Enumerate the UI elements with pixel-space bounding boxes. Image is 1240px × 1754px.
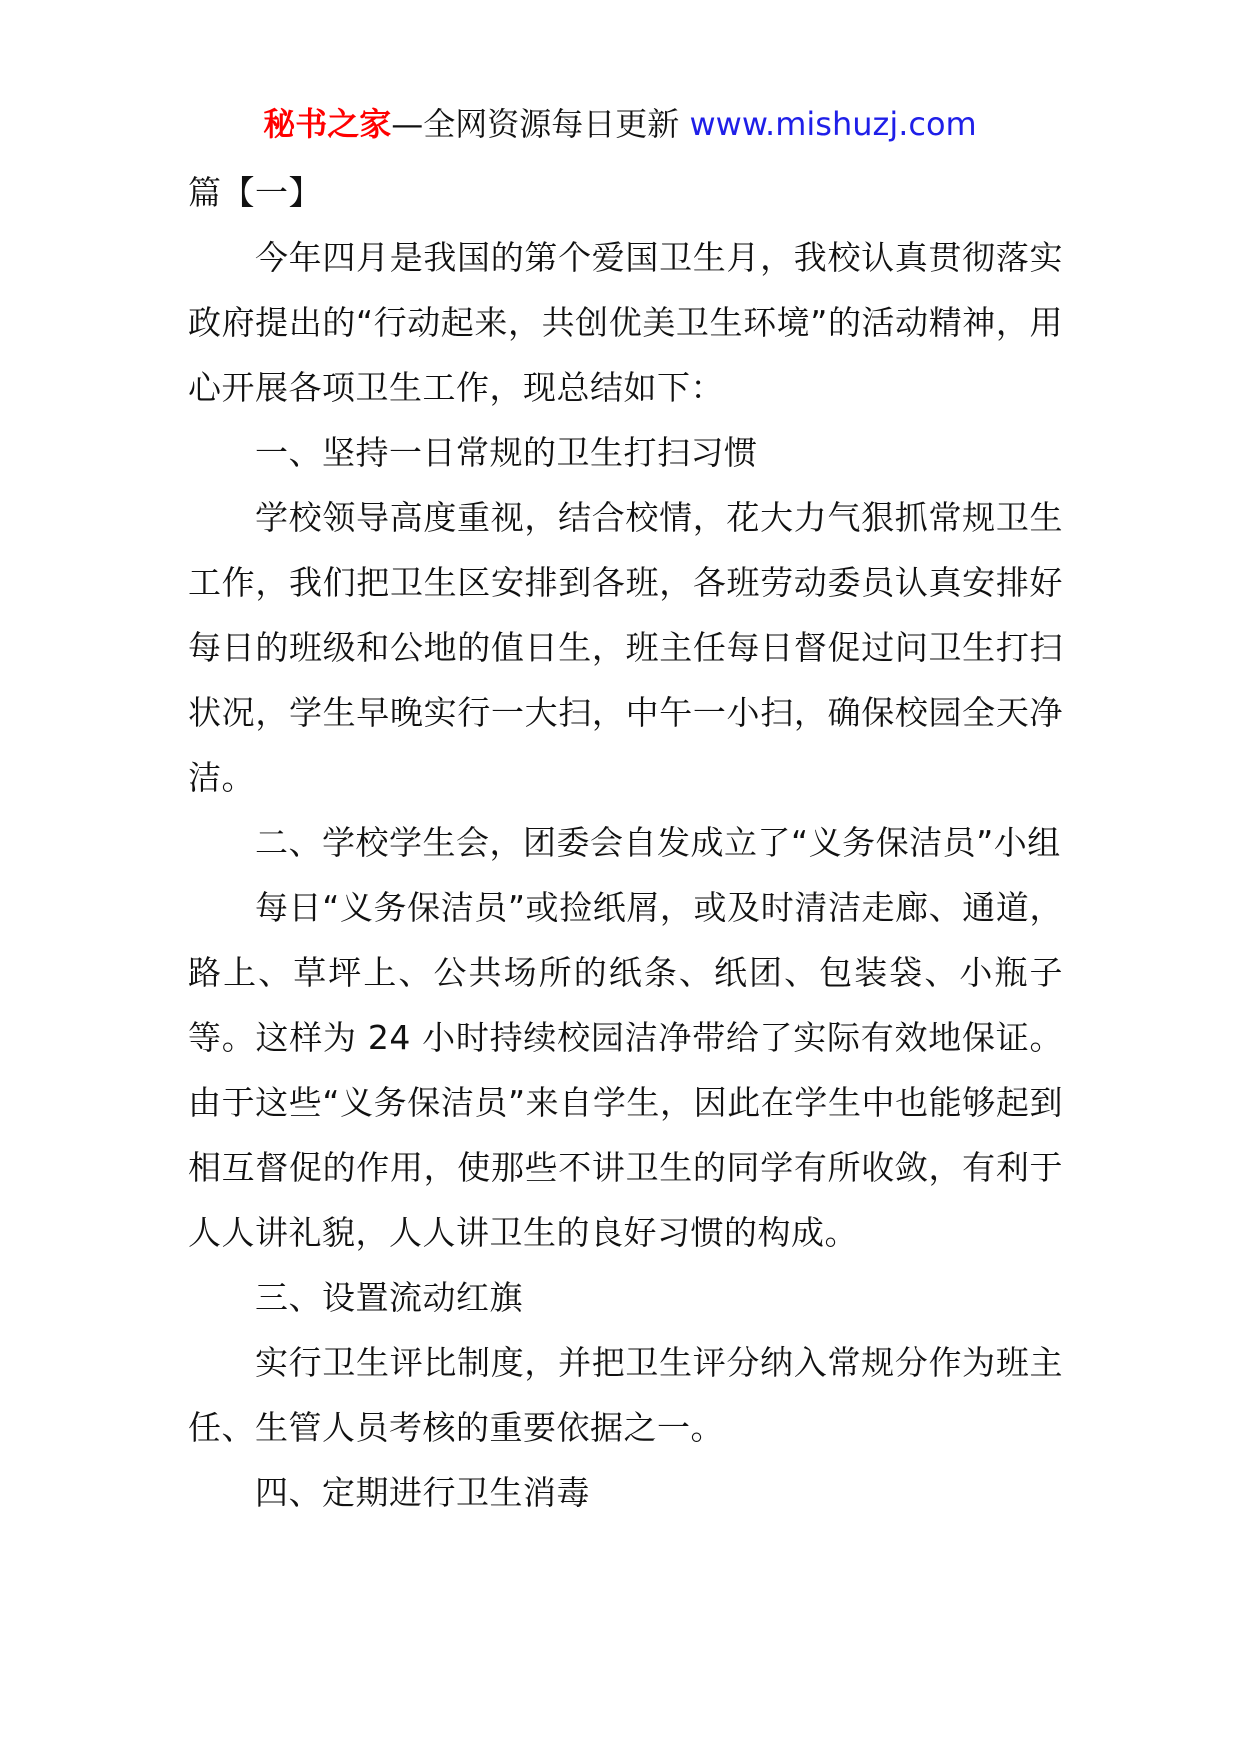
- brand-name: 秘书之家: [263, 105, 392, 143]
- paragraph-item-1: 学校领导高度重视，结合校情，花大力气狠抓常规卫生工作，我们把卫生区安排到各班，各班劳动委员认真安排好每日的班级和公地的值日生，班主任每日督促过问卫生打扫状况，学生早晚实行一大扫，中午一小扫，确保校园全天净洁。: [188, 498, 1063, 797]
- heading-item-4: 四、定期进行卫生消毒: [255, 1473, 590, 1512]
- paragraph-item-2: 每日“义务保洁员”或捡纸屑，或及时清洁走廊、通道，路上、草坪上、公共场所的纸条、纸团、包装袋、小瓶子等。这样为 24 小时持续校园洁净带给了实际有效地保证。由于这些“义务保洁员”来自学生，因此在学生中也能够起到相互督促的作用，使那些不讲卫生的同学有所收敛，有利于人人讲礼貌，人人讲卫生的良好习惯的构成。: [188, 888, 1063, 1252]
- site-url-link[interactable]: www.mishuzj.com: [689, 105, 977, 143]
- site-header: [0, 104, 1240, 144]
- heading-item-3: 三、设置流动红旗: [255, 1278, 523, 1317]
- header-tagline: —全网资源每日更新: [391, 105, 690, 143]
- section-title: 篇【一】: [188, 173, 322, 212]
- heading-item-1: 一、坚持一日常规的卫生打扫习惯: [255, 433, 758, 472]
- heading-item-2: 二、学校学生会，团委会自发成立了“义务保洁员”小组: [255, 823, 1061, 862]
- paragraph-item-3: 实行卫生评比制度，并把卫生评分纳入常规分作为班主任、生管人员考核的重要依据之一。: [188, 1343, 1063, 1447]
- paragraph-intro: 今年四月是我国的第个爱国卫生月，我校认真贯彻落实政府提出的“行动起来，共创优美卫生环境”的活动精神，用心开展各项卫生工作，现总结如下：: [188, 238, 1063, 407]
- document-body: [188, 160, 1063, 1525]
